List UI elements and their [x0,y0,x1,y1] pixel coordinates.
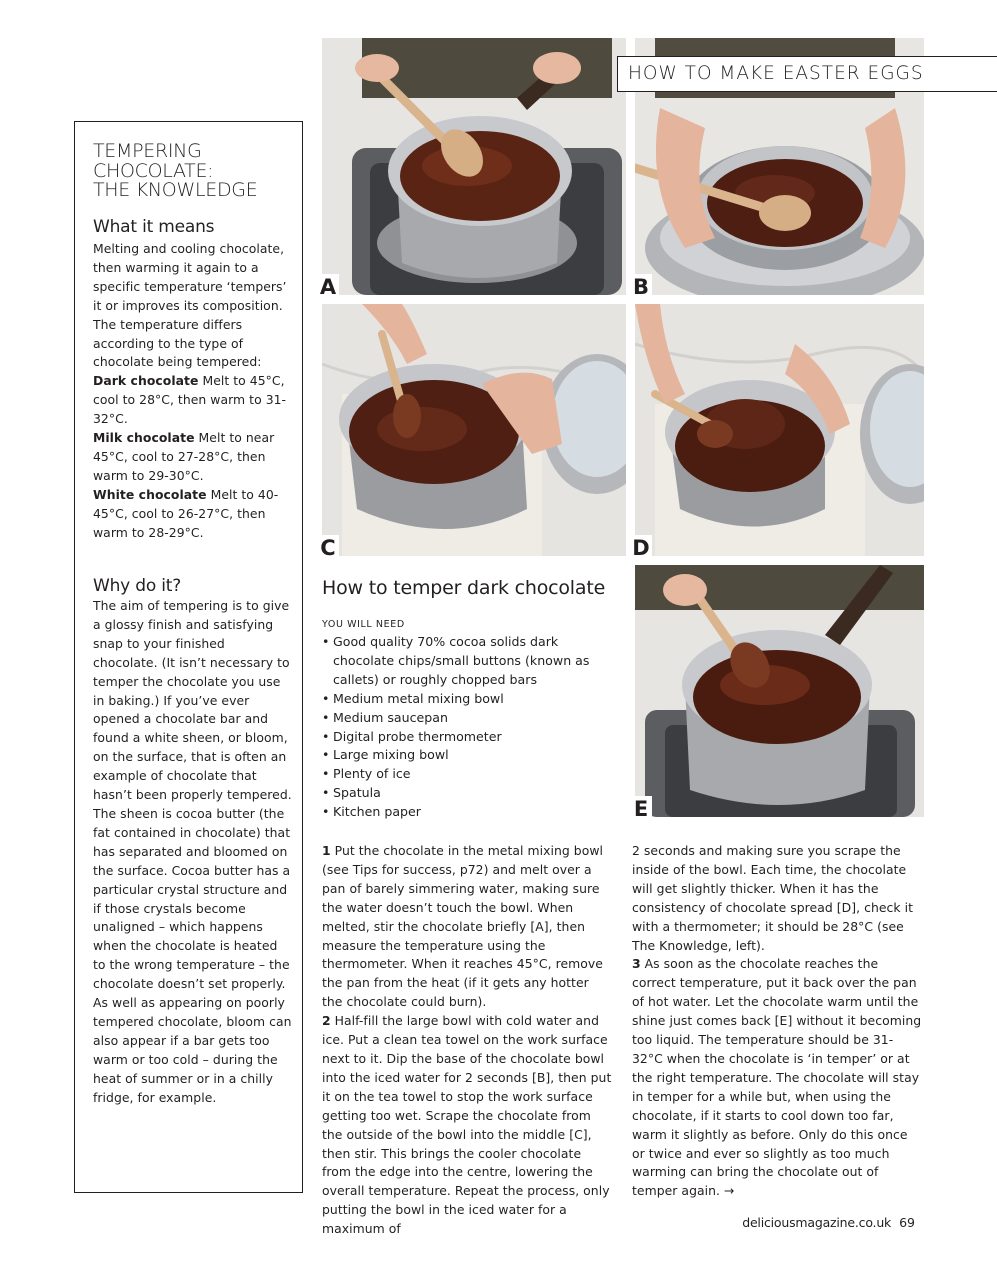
white-text: Melt to 40-45°C, cool to 26-27°C, then warm to 28-29°C. [93,486,279,540]
step-text: Half-fill the large bowl with cold water and ice. Put a clean tea towel on the work surface next to it. Dip the base of the chocolate bowl into the iced water for 2 seconds [B], then put it on the tea towel to stop the work surface getting too wet. Scrape the chocolate from the outside of the bowl into the middle [C], then stir. This brings the cooler chocolate from the edge into the centre, lowering the overall temperature. Repeat the process, only putting the bowl in the iced water for a maximum of [322,1013,612,1237]
what-it-means-text [93,240,293,543]
sidebar-title-line: TEMPERING [93,140,202,162]
list-item [322,690,612,709]
step-letter-d: D [630,535,652,562]
bullet: • [322,785,330,801]
knowledge-sidebar [74,121,303,1193]
step-1 [322,842,613,1012]
list-item [322,746,612,765]
why-text: The aim of tempering is to give a glossy finish and satisfying snap to your finished chocolate. (It isn’t necessary to temper the chocolate you use in baking.) If you’ve ever opened a chocolate bar and found a white sheen, or bloom, on the surface, that is often an example of chocolate that hasn’t been properly tempered. The sheen is cocoa butter (the fat contained in chocolate) that has separated and bloomed on the surface. Cocoa butter has a particular crystal structure and if those crystals become unaligned – which happens when the chocolate is heated to the wrong temperature – the chocolate doesn’t set properly. As well as appearing on poorly tempered chocolate, bloom can also appear if a bar gets too warm or too cold – during the heat of summer or in a chilly fridge, for example. [93,598,292,1105]
photo-d-illustration [635,304,924,556]
what-intro: Melting and cooling chocolate, then warming it again to a specific temperature ‘tempers’ it or improves its composition. The temperature differs according to the type of chocolate being tempered: [93,241,287,370]
bullet: • [322,690,330,706]
bullet: • [322,747,330,763]
sidebar-title-line: CHOCOLATE: [93,159,214,182]
list-item [322,633,612,690]
step-letter-a: A [317,274,339,301]
white-label: White chocolate [93,486,207,502]
bullet: • [322,766,330,782]
photo-e-illustration [635,565,924,817]
photo-a-illustration [322,38,626,295]
method-column-1 [322,842,613,1239]
milk-label: Milk chocolate [93,430,195,446]
photo-step-d [635,304,924,556]
list-item [322,709,612,728]
step-letter-c: C [317,535,339,562]
dark-label: Dark chocolate [93,373,199,389]
ingredient-text: Spatula [333,785,381,801]
photo-step-e [635,565,924,817]
step-2-continued: 2 seconds and making sure you scrape the inside of the bowl. Each time, the chocolate will get slightly thicker. When it has the consistency of chocolate spread [D], check it with a thermometer; it should be 28°C (see The Knowledge, left). [632,843,914,953]
sidebar-title-line: THE KNOWLEDGE [93,179,258,201]
step-letter-e: E [630,796,652,823]
what-it-means-heading: What it means [93,217,215,237]
sidebar-title [93,142,293,201]
ingredient-text: Medium saucepan [333,709,448,725]
ingredients-list [322,633,612,822]
milk-text: Melt to near 45°C, cool to 27-28°C, then warm to 29-30°C. [93,430,275,483]
why-do-it-text [93,597,293,1107]
dark-text: Melt to 45°C, cool to 28°C, then warm to 31-32°C. [93,373,287,427]
ingredient-text: Large mixing bowl [333,747,449,763]
ingredient-text: Digital probe thermometer [333,728,502,744]
why-do-it-heading: Why do it? [93,576,182,596]
ingredient-text: Good quality 70% cocoa solids dark chocolate chips/small buttons (known as callets) or roughly chopped bars [333,634,590,687]
step-number: 2 [322,1013,331,1029]
photo-c-illustration [322,304,626,556]
list-item [322,765,612,784]
list-item [322,803,612,822]
bullet: • [322,709,330,725]
method-column-2 [632,842,923,1201]
page-footer [742,1214,915,1232]
step-text: Put the chocolate in the metal mixing bowl (see Tips for success, p72) and melt over a pan of barely simmering water, making sure the water doesn’t touch the bowl. When melted, stir the chocolate briefly [A], then measure the temperature using the thermometer. When it reaches 45°C, remove the pan from the heat (if it gets any hotter the chocolate could burn). [322,843,604,1010]
list-item [322,784,612,803]
list-item [322,728,612,747]
ingredient-text: Medium metal mixing bowl [333,690,504,706]
page-number: 69 [899,1215,915,1230]
photo-step-a [322,38,626,295]
bullet: • [322,804,330,820]
step-2 [322,1012,613,1239]
you-will-need-label: YOU WILL NEED [322,619,405,630]
ingredient-text: Kitchen paper [333,804,421,820]
footer-site: deliciousmagazine.co.uk [742,1215,892,1230]
step-3 [632,955,923,1201]
step-text: As soon as the chocolate reaches the correct temperature, put it back over the pan of hot water. Let the chocolate warm until the shine just comes back [E] without it becoming too liquid. The temperature should be 31-32°C when the chocolate is ‘in temper’ or at the right temperature. The chocolate will stay in temper for a while but, when using the chocolate, if it starts to cool down too far, warm it slightly as before. Only do this once or twice and ever so slightly as too much warming can bring the chocolate out of temper again. → [632,956,922,1199]
step-number: 1 [322,843,331,858]
recipe-title: How to temper dark chocolate [322,577,606,599]
step-letter-b: B [630,274,652,301]
step-number: 3 [632,956,641,972]
ingredient-text: Plenty of ice [333,766,411,782]
section-header: HOW TO MAKE EASTER EGGS [617,56,997,92]
photo-step-c [322,304,626,556]
bullet: • [322,634,330,649]
bullet: • [322,728,330,744]
